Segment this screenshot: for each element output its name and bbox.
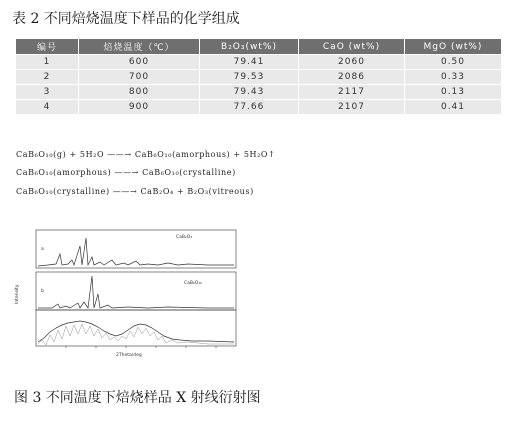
xrd-noise-band [38, 324, 234, 345]
table-row [16, 85, 502, 100]
cell-number: 1 [16, 55, 79, 70]
cell-number: 2 [16, 70, 79, 85]
cell-b2o3: 79.43 [200, 85, 299, 100]
reaction-equation-1: CaB₆O₁₀(g) + 5H₂O ——→ CaB₆O₁₀(amorphous) + 5H₂O↑ [16, 150, 276, 159]
table-caption: 表 2 不同焙烧温度下样品的化学组成 [12, 11, 240, 27]
xrd-panel-label-a: a [41, 247, 44, 252]
cell-cao: 2107 [299, 100, 405, 115]
xrd-trace-a [38, 238, 234, 266]
cell-cao: 2060 [299, 55, 405, 70]
cell-temperature: 700 [79, 70, 200, 85]
cell-temperature: 800 [79, 85, 200, 100]
table-row [16, 70, 502, 85]
table-row [16, 100, 502, 115]
cell-mgo: 0.13 [405, 85, 502, 100]
header-number: 编号 [16, 39, 79, 55]
xrd-legend-top: CaB₂O₄ [176, 235, 193, 240]
xrd-legend-middle: CaB₆O₁₀ [184, 281, 202, 286]
cell-cao: 2117 [299, 85, 405, 100]
header-mgo: MgO (wt%) [405, 39, 502, 55]
xrd-x-axis-label: 2Theta/deg [116, 353, 142, 358]
cell-b2o3: 79.53 [200, 70, 299, 85]
cell-mgo: 0.33 [405, 70, 502, 85]
xrd-panel-bottom [36, 310, 236, 346]
header-temperature: 焙烧温度（℃） [79, 39, 200, 55]
cell-cao: 2086 [299, 70, 405, 85]
header-b2o3: B₂O₃(wt%) [200, 39, 299, 55]
xrd-pattern-figure [8, 224, 244, 359]
cell-number: 4 [16, 100, 79, 115]
cell-b2o3: 79.41 [200, 55, 299, 70]
xrd-panel-top [36, 230, 236, 268]
cell-mgo: 0.41 [405, 100, 502, 115]
xrd-panel-middle [36, 272, 236, 310]
xrd-y-axis-label: Intensity [15, 284, 20, 304]
figure-caption: 图 3 不同温度下焙烧样品 X 射线衍射图 [14, 390, 261, 406]
cell-mgo: 0.50 [405, 55, 502, 70]
reaction-equation-2: CaB₆O₁₀(amorphous) ——→ CaB₆O₁₀(crystalline) [16, 168, 236, 177]
cell-number: 3 [16, 85, 79, 100]
header-cao: CaO (wt%) [299, 39, 405, 55]
xrd-panel-label-b: b [41, 289, 44, 294]
cell-b2o3: 77.66 [200, 100, 299, 115]
xrd-trace-b [38, 276, 234, 308]
table-row [16, 55, 502, 70]
cell-temperature: 900 [79, 100, 200, 115]
table-header-row [16, 39, 502, 55]
reaction-equation-3: CaB₆O₁₀(crystalline) ——→ CaB₂O₄ + B₂O₃(vitreous) [16, 187, 254, 196]
cell-temperature: 600 [79, 55, 200, 70]
composition-table [15, 38, 502, 115]
